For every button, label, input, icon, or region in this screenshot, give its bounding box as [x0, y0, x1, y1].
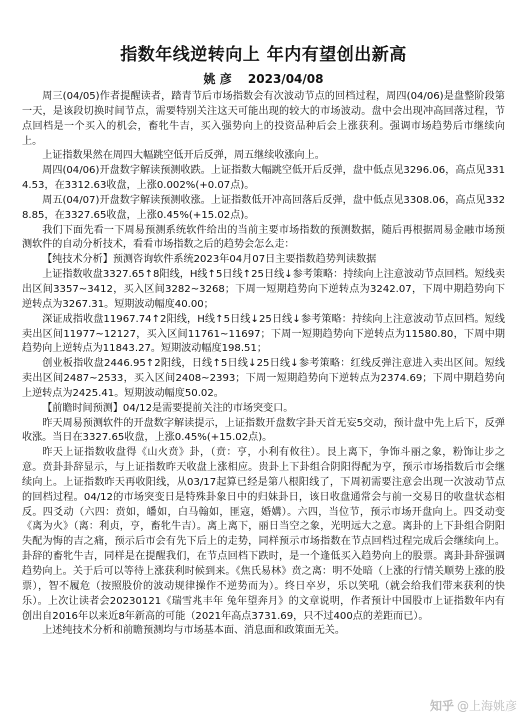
- paragraph-5: 我们下面先看一下周易预测系统软件给出的当前主要市场指数的预测数据，随后再根据周易金融市场预测软件的自动分析技术，看看市场指数之后的趋势会怎么走：: [22, 224, 505, 251]
- paragraph-shenzhen-index: 深证成指收盘11967.74↑2阳线，H线↑5日线↓25日线↓参考策略：持续向上注意波动节点回档。短线卖出区间11977~12127，买入区间11761~11697；下周一短期趋势向下逆转点为11580.80，下周中期趋势向上逆转点为11843.27。短期波动幅度198.51；: [22, 313, 505, 355]
- paragraph-1: 周三(04/05)作者提醒读者，踏青节后市场指数会有次波动节点的回档过程，周四(04/06)是盘整阶段第一天，是该段切换时间节点，需要特别关注这天可能出现的较大的市场波动。盘中会出现冲高回落过程，节点回档是一个买入的机会，畜牝牛吉，买入强势向上的投资品种后会上涨获利。强调市场趋势后市继续向上。: [22, 91, 505, 147]
- watermark-brand: 知乎: [429, 699, 454, 713]
- byline: [22, 71, 505, 88]
- author-name: 姚 彦: [203, 72, 232, 86]
- paragraph-forecast-2: 昨天上证指数收盘得《山火贲》卦，（贲：亨，小利有攸往）。艮上离下，争饰斗丽之象，粉饰让步之意。贲卦卦辞显示，与上证指数昨天收盘上涨相应。贵卦上下卦组合阴阳得配为亨，预示市场指数后市会继续向上。上证指数昨天再收阳线，从03/17起算已经是第八根阳线了，下周初需要注意会出现一次波动节点的回档过程。04/12的市场突变日是特殊卦象日中的归妹卦日，该日收盘通常会与前一交易日的收盘状态相反。四爻动（六四：贲如，皤如，白马翰如，匪寇，婚媾）。六四，当位节，预示市场开盘向上。四爻动变《离为火》（离：利贞，亨，畜牝牛吉）。离上离下，丽日当空之象，光明远大之意。离卦的上下卦组合阴阳失配为悔的吉之痛，预示后市会有先下后上的走势，同样预示市场指数在节点回档过程完成后会继续向上。卦辞的畜牝牛吉，同样是在提醒我们，在节点回档下跌时，是一个逢低买入趋势向上的股票。离卦卦辞强调趋势向上。关于后可以等待上涨获利时候到来。《焦氏易林》贲之离：明不处暗（上涨的行情关顺势上涨的股票），智不履危（按照股价的波动规律操作不逆势而为）。终日卒岁，乐以笑吼（就会给我们带来获利的快乐）。上次让读者会20230121《瑞雪兆丰年 兔年望奔月》的文章说明，作者预计中国股市上证指数年内有创出自2016年以来近8年新高的可能（2021年高点3731.69，只不过400点的差距而已）。: [22, 447, 505, 622]
- paragraph-4: 周五(04/07)开盘数字解读预测收涨。上证指数低开冲高回落后反弹，盘中低点见3308.06，高点见3328.85，在3327.65收盘，上涨0.45%(+15.02点)。: [22, 194, 505, 221]
- watermark-handle: @上海姚彦: [456, 699, 517, 713]
- paragraph-disclaimer: 上述纯技术分析和前瞻预测均与市场基本面、消息面和政策面无关。: [42, 625, 345, 637]
- paragraph-2: 上证指数果然在周四大幅跳空低开后反弹，周五继续收涨向上。: [42, 150, 325, 162]
- paragraph-forecast-1: 昨天周易预测软件的开盘数字解读提示，上证指数开盘数字卦天首无妄5交动，预计盘中先上后下，反弹收涨。当日在3327.65收盘，上涨0.45%(+15.02点)。: [22, 417, 505, 444]
- paragraph-chinext-index: 创业板指收盘2446.95↑2阳线，日线↑5日线↓25日线↓参考策略：红线反弹注意进入卖出区间。短线卖出区间2487~2533，买入区间2408~2393；下周一短期趋势向下逆转点为2374.69；下周中期趋势向上逆转点为2425.41。短期波动幅度50.02。: [22, 358, 505, 399]
- paragraph-3: 周四(04/06)开盘数字解读预测收跌。上证指数大幅跳空低开后反弹，盘中低点见3296.06，高点见3314.53，在3312.63收盘，上涨0.002%(+0.07点)。: [22, 165, 505, 192]
- article-title: 指数年线逆转向上 年内有望创出新高: [120, 45, 407, 65]
- paragraph-shanghai-index: 上证指数收盘3327.65↑8阳线，H线↑5日线↑25日线↓参考策略：持续向上注意波动节点回档。短线卖出区间3357~3412，买入区间3282~3268；下周一短期趋势向下逆转点为3242.07，下周中期趋势向下逆转点为3267.31。短期波动幅度40.00；: [22, 269, 505, 310]
- watermark: [430, 697, 517, 714]
- section-heading-technical: 【纯技术分析】预测咨询软件系统2023年04月07日主要指数趋势判读数据: [42, 254, 377, 266]
- publish-date: 2023/04/08: [247, 72, 324, 86]
- article-body: [22, 90, 505, 639]
- section-heading-forecast: 【前瞻时间预测】04/12是需要提前关注的市场突变口。: [42, 402, 294, 414]
